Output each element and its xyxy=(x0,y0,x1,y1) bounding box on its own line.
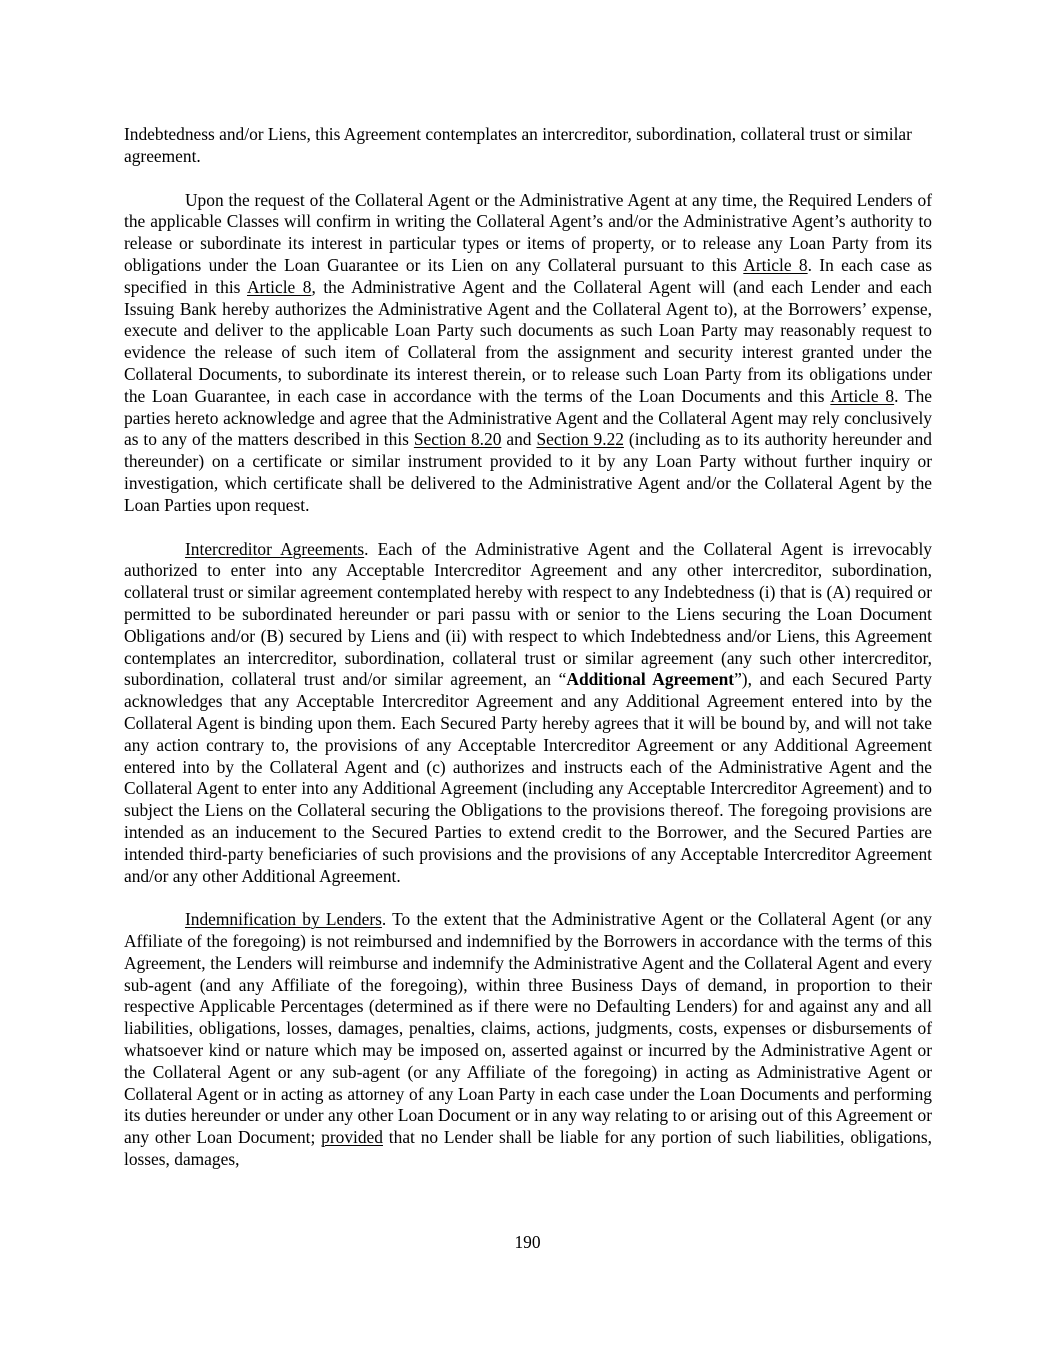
cross-reference-section-9-22: Section 9.22 xyxy=(536,429,624,450)
paragraph-text: (including as to its authority hereunder and thereunder) on a certificate or similar instrument provided to it by any Loan Party without further inquiry or investigation, which certificate shall be delivered to the Administrative Agent and/or the Collateral Agent by the Loan Parties upon request. xyxy=(124,429,932,515)
document-page-body xyxy=(124,124,932,1193)
paragraph-text: ”), and each Secured Party acknowledges that any Acceptable Intercreditor Agreement and any Additional Agreement entered into by the Collateral Agent is binding upon them. Each Secured Party hereby agrees that it will be bound by, and will not take any action contrary to, the provisions of any Acceptable Intercreditor Agreement or any Additional Agreement entered into by the Collateral Agent and (c) authorizes and instructs each of the Administrative Agent and the Collateral Agent to enter into any Additional Agreement (including any Acceptable Intercreditor Agreement) and to subject the Liens on the Collateral securing the Obligations to the provisions thereof. The foregoing provisions are intended as an inducement to the Secured Parties to extend credit to the Borrower, and the Secured Parties are intended third-party beneficiaries of such provisions and the provisions of any Acceptable Intercreditor Agreement and/or any other Additional Agreement. xyxy=(124,669,932,886)
paragraph-text: Upon the request of the Collateral Agent or the Administrative Agent at any time, the Required Lenders of the applicable Classes will confirm in writing the Collateral Agent’s and/or the Administrative Agent’s authority to release or subordinate its interest in particular types or items of property, or to release any Loan Party from its obligations under the Loan Guarantee or its Lien on any Collateral pursuant to this xyxy=(124,189,932,275)
cross-reference-section-8-20: Section 8.20 xyxy=(413,429,502,450)
section-heading-indemnification-by-lenders: Indemnification by Lenders xyxy=(185,909,382,930)
paragraph-text: and xyxy=(501,429,537,450)
paragraph-continuation xyxy=(124,124,932,168)
paragraph-indemnification-by-lenders xyxy=(124,909,932,1171)
paragraph-text: that no Lender shall be liable for any portion of such liabilities, obligations, losses, damages, xyxy=(124,1127,932,1170)
paragraph-text: . To the extent that the Administrative Agent or the Collateral Agent (or any Affiliate of the foregoing) is not reimbursed and indemnified by the Borrowers in accordance with the terms of this Agreement, the Lenders will reimburse and indemnify the Administrative Agent and the Collateral Agent and every sub-agent (and any Affiliate of the foregoing), within three Business Days of demand, in proportion to their respective Applicable Percentages (determined as if there were no Defaulting Lenders) for and against any and all liabilities, obligations, losses, damages, penalties, claims, actions, judgments, costs, expenses or disbursements of whatsoever kind or nature which may be imposed on, asserted against or incurred by the Administrative Agent or the Collateral Agent or any sub-agent (or any Affiliate of the foregoing) in acting as Administrative Agent or Collateral Agent or in acting as attorney of any Loan Party in each case under the Loan Documents and performing its duties hereunder or under any other Loan Document or in any way relating to or arising out of this Agreement or any other Loan Document; xyxy=(124,909,932,1148)
cross-reference-article-8: Article 8 xyxy=(246,276,312,297)
defined-term-additional-agreement: Additional Agreement xyxy=(566,669,735,690)
paragraph-text: . In each case as specified in this xyxy=(124,254,933,297)
proviso-term: provided xyxy=(321,1127,383,1148)
cross-reference-article-8: Article 8 xyxy=(830,385,895,406)
paragraph-release-authority xyxy=(124,190,932,517)
paragraph-text: . The parties hereto acknowledge and agree that the Administrative Agent and the Collateral Agent may rely conclusively as to any of the matters described in this xyxy=(124,385,933,450)
paragraph-text: Indebtedness and/or Liens, this Agreement contemplates an intercreditor, subordination, collateral trust or similar agreement. xyxy=(124,124,912,166)
paragraph-text: , the Administrative Agent and the Collateral Agent will (and each Lender and each Issuing Bank hereby authorizes the Administrative Agent and the Collateral Agent to), at the Borrowers’ expense, execute and deliver to the applicable Loan Party such documents as such Loan Party may reasonably request to evidence the release of such item of Collateral from the assignment and security interest granted under the Collateral Documents, to subordinate its interest therein, or to release such Loan Party from its obligations under the Loan Guarantee, in each case in accordance with the terms of the Loan Documents and this xyxy=(124,276,932,406)
paragraph-text: . Each of the Administrative Agent and the Collateral Agent is irrevocably authorized to enter into any Acceptable Intercreditor Agreement and any other intercreditor, subordination, collateral trust or similar agreement contemplated hereby with respect to any Indebtedness (i) that is (A) required or permitted to be subordinated hereunder or pari passu with or senior to the Liens securing the Loan Document Obligations and/or (B) secured by Liens and (ii) with respect to which Indebtedness and/or Liens, this Agreement contemplates an intercreditor, subordination, collateral trust or similar agreement (any such other intercreditor, subordination, collateral trust and/or similar agreement, an “ xyxy=(124,538,932,690)
paragraph-intercreditor-agreements xyxy=(124,539,932,888)
page-number: 190 xyxy=(514,1232,541,1252)
cross-reference-article-8: Article 8 xyxy=(743,254,808,275)
section-heading-intercreditor-agreements: Intercreditor Agreements xyxy=(185,538,365,559)
